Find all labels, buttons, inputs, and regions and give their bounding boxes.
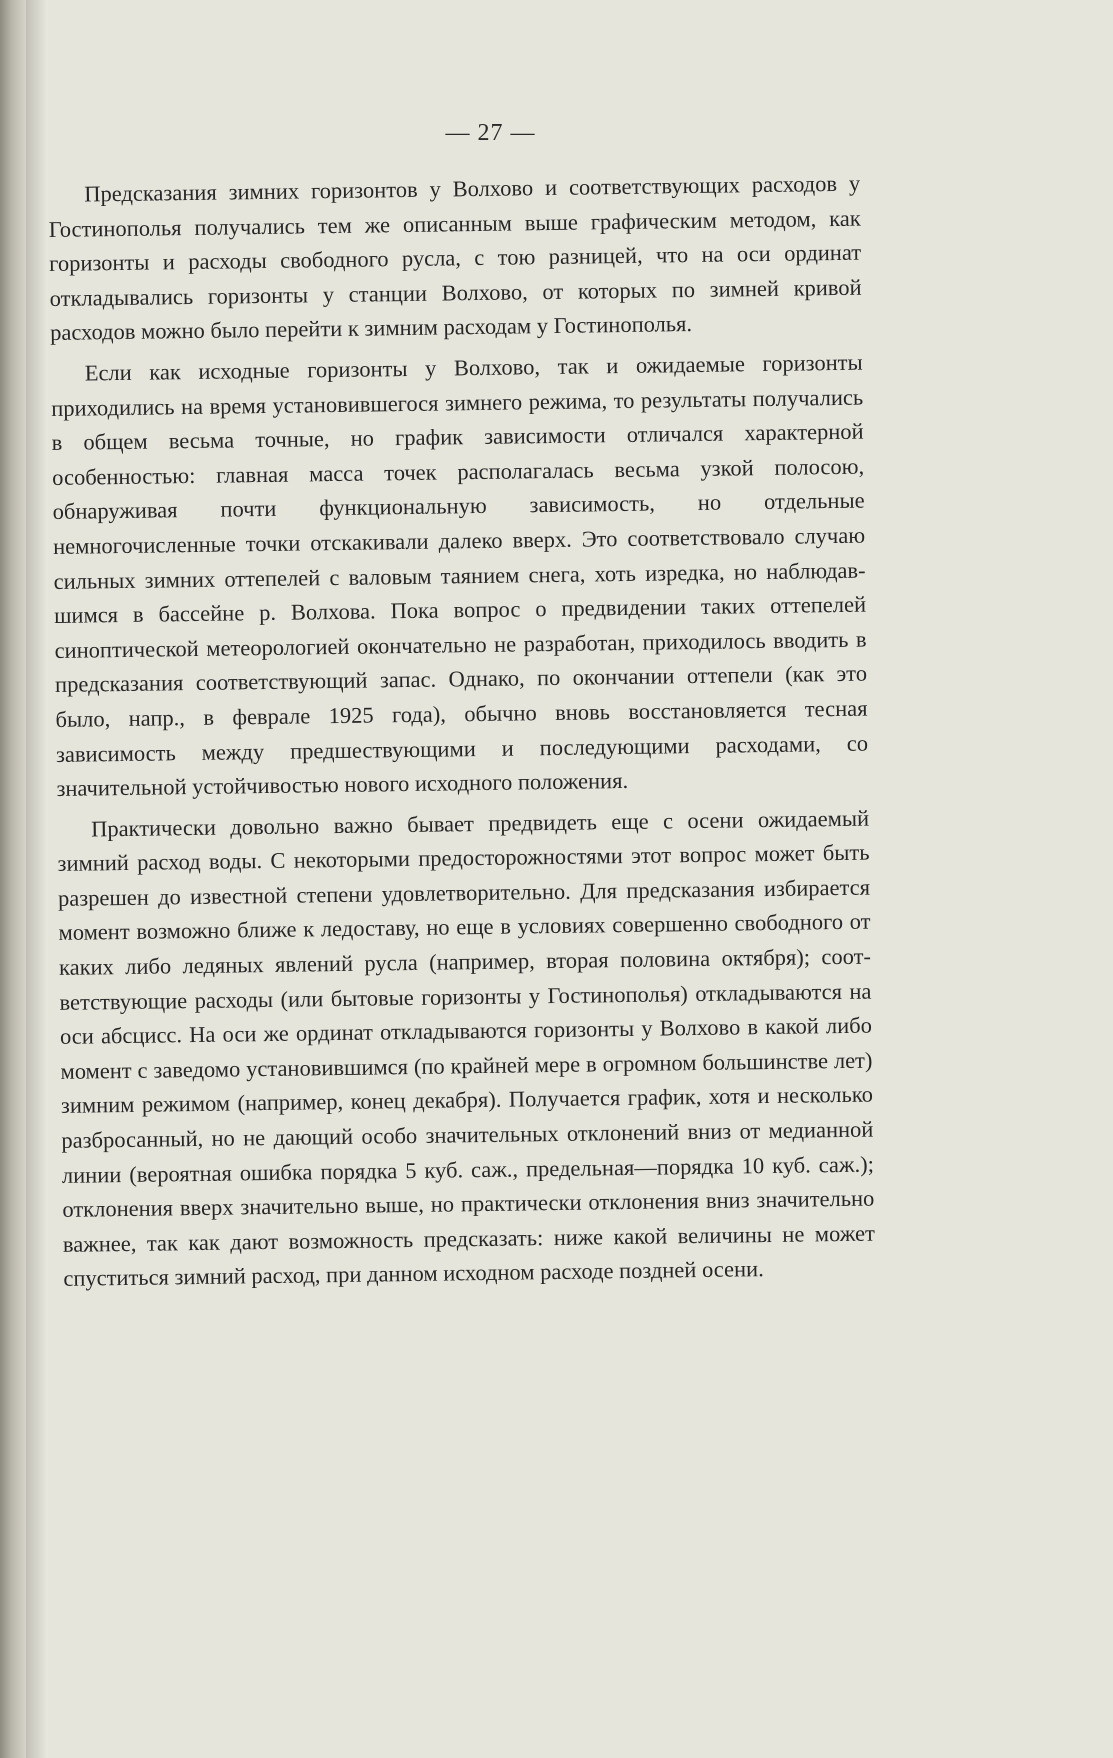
paragraph-2: Если как исходные горизонты у Волхово, так и ожидаемые горизонты приходились на время установившегося зимнего режима, то результаты получались в общем весьма точные, но график зависимости отличался характерной особенностью: главная масса точек располагалась весьма узкой полосою, обнаруживая почти функциональную зависимость, но отдельные немногочисленные точки отскакивали далеко вверх. Это соответствовало случаю сильных зимних оттепелей с валовым таянием снега, хоть изредка, но наблюдавшимся в бассейне р. Волхова. Пока вопрос о предвидении таких оттепелей синоптической метеорологией окончательно не разработан, приходилось вводить в предсказания соответствующий запас. Однако, по окончании оттепели (как это было, напр., в феврале 1925 года), обычно вновь восстановляется тесная зависимость между предшествующими и последующими расходами, со значительной устойчивостью нового исходного положения. bbox=[51, 349, 869, 802]
page-number: — 27 — bbox=[445, 120, 536, 146]
body-text bbox=[48, 167, 876, 1303]
paragraph-1: Предсказания зимних горизонтов у Волхово и соответствующих расходов у Гостинополья получались тем же описанным выше графическим методом, как горизонты и расходы свободного русла, с тою разницей, что на оси ординат откладывались горизонты у станции Волхово, от которых по зимней кривой расходов можно было перейти к зимним расходам у Гостинополья. bbox=[48, 170, 862, 346]
paragraph-3: Практически довольно важно бывает предвидеть еще с осени ожидаемый зимний расход воды. С некоторыми предосторожностями этот вопрос может быть разрешен до известной степени удовлетворительно. Для предсказания избирается момент возможно ближе к ледоставу, но еще в условиях совершенно свободного от каких либо ледяных явлений русла (например, вторая половина октября); соответствующие расходы (или бытовые горизонты у Гостинополья) откладываются на оси абсцисс. На оси же ординат откладываются горизонты у Волхово в какой либо момент с заведомо установившимся (по крайней мере в огромном большинстве лет) зимним режимом (например, конец декабря). Получается график, хотя и несколько разбросанный, но не дающий особо значительных отклонений вниз от медианной линии (вероятная ошибка порядка 5 куб. саж., предельная—порядка 10 куб. саж.); отклонения вверх значительно выше, но практически отклонения вниз значительно важнее, так как дают возможность предсказать: ниже какой величины не может спуститься зимний расход, при данном исходном расходе поздней осени. bbox=[57, 805, 875, 1292]
spine-shadow bbox=[26, 0, 48, 1758]
book-page bbox=[48, 0, 1113, 1758]
book-binding bbox=[0, 0, 26, 1758]
